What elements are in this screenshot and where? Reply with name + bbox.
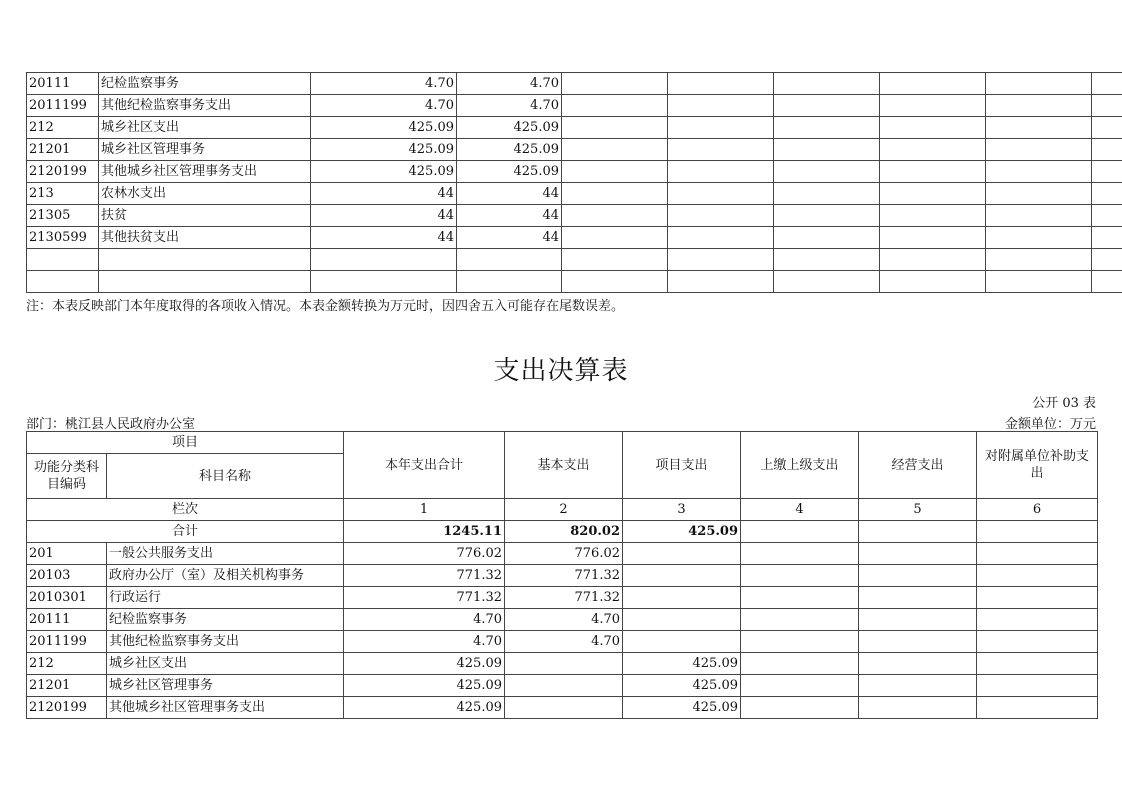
- table-cell: [1092, 73, 1122, 95]
- table-cell-v2: 44: [457, 227, 562, 249]
- table-cell: [859, 521, 977, 543]
- table-cell: [741, 543, 859, 565]
- table-cell-name: 其他纪检监察事务支出: [107, 631, 344, 653]
- table-row: [27, 675, 1098, 697]
- table-cell: [977, 631, 1098, 653]
- table-cell: [741, 587, 859, 609]
- table-cell: [741, 565, 859, 587]
- table-cell: [774, 205, 880, 227]
- table-cell-total: 4.70: [344, 631, 505, 653]
- table-cell: [668, 249, 774, 271]
- table-cell: [986, 205, 1092, 227]
- table-cell: [668, 271, 774, 293]
- table-cell: [562, 183, 668, 205]
- table-cell: [668, 227, 774, 249]
- table-cell-v1: 425.09: [311, 161, 457, 183]
- table-cell-project: [623, 587, 741, 609]
- table-cell: [1092, 249, 1122, 271]
- table-row: [27, 161, 1122, 183]
- table-cell: [774, 95, 880, 117]
- table-cell-project: [623, 543, 741, 565]
- table-cell-v2: 425.09: [457, 139, 562, 161]
- table-cell: [859, 609, 977, 631]
- table-cell-name: 其他纪检监察事务支出: [99, 95, 311, 117]
- table-row: [27, 609, 1098, 631]
- table-cell: [562, 205, 668, 227]
- table-cell-code: [27, 271, 99, 293]
- table-cell: [1092, 139, 1122, 161]
- table-cell: [859, 653, 977, 675]
- table-cell: [668, 161, 774, 183]
- table-cell-total: 425.09: [344, 675, 505, 697]
- table-cell: [562, 271, 668, 293]
- header-project: 项目支出: [623, 432, 741, 499]
- table-cell: [986, 117, 1092, 139]
- column-number: 6: [977, 499, 1098, 521]
- table-row: [27, 565, 1098, 587]
- table-cell: [986, 249, 1092, 271]
- department-label: 部门：桃江县人民政府办公室: [26, 417, 196, 432]
- table-cell-basic: 771.32: [505, 587, 623, 609]
- table-cell-project: 425.09: [623, 697, 741, 719]
- table-cell: [859, 543, 977, 565]
- column-number: 2: [505, 499, 623, 521]
- table-cell-v1: 4.70: [311, 95, 457, 117]
- table-cell-basic: 4.70: [505, 609, 623, 631]
- form-number: 公开 03 表: [1032, 396, 1096, 411]
- table-cell-total: 771.32: [344, 587, 505, 609]
- table-cell: [562, 161, 668, 183]
- table-cell-code: 20111: [27, 609, 107, 631]
- table-cell: [880, 73, 986, 95]
- table-cell: [668, 117, 774, 139]
- table-cell: [880, 139, 986, 161]
- header-total: 本年支出合计: [344, 432, 505, 499]
- table-cell-name: 一般公共服务支出: [107, 543, 344, 565]
- table-cell: [741, 631, 859, 653]
- table-cell: [741, 653, 859, 675]
- table-cell: [986, 227, 1092, 249]
- table-row: [27, 227, 1122, 249]
- table-cell-code: 20111: [27, 73, 99, 95]
- table-cell: [880, 95, 986, 117]
- amount-unit-label: 金额单位：万元: [1004, 417, 1096, 432]
- table-cell-name: 纪检监察事务: [99, 73, 311, 95]
- column-number: 5: [859, 499, 977, 521]
- table-cell: [880, 161, 986, 183]
- table-cell: [1092, 95, 1122, 117]
- table-cell: [986, 271, 1092, 293]
- table-cell-name: 其他城乡社区管理事务支出: [99, 161, 311, 183]
- table-cell-code: 20103: [27, 565, 107, 587]
- table-cell-basic: 776.02: [505, 543, 623, 565]
- header-basic: 基本支出: [505, 432, 623, 499]
- table-cell-name: 其他城乡社区管理事务支出: [107, 697, 344, 719]
- total-project: 425.09: [623, 521, 741, 543]
- column-number: 3: [623, 499, 741, 521]
- table-cell-basic: [505, 653, 623, 675]
- table-cell-code: 2120199: [27, 697, 107, 719]
- column-row-label: 栏次: [27, 499, 344, 521]
- table-row: [27, 73, 1122, 95]
- table-cell-code: 21201: [27, 139, 99, 161]
- table-cell-name: 城乡社区管理事务: [107, 675, 344, 697]
- table-cell: [977, 609, 1098, 631]
- table-cell: [774, 183, 880, 205]
- total-label: 合计: [27, 521, 344, 543]
- table-cell-name: 纪检监察事务: [107, 609, 344, 631]
- table-cell: [774, 117, 880, 139]
- table-cell-total: 776.02: [344, 543, 505, 565]
- table-cell: [668, 205, 774, 227]
- table-cell-v2: 4.70: [457, 73, 562, 95]
- table-cell: [1092, 227, 1122, 249]
- table-cell-v1: 44: [311, 205, 457, 227]
- table-row: [27, 631, 1098, 653]
- table-cell-code: 213: [27, 183, 99, 205]
- table-row: [27, 697, 1098, 719]
- table-cell: [668, 95, 774, 117]
- table-cell: [562, 95, 668, 117]
- table-cell-code: 201: [27, 543, 107, 565]
- table-cell-name: 城乡社区支出: [99, 117, 311, 139]
- total-basic: 820.02: [505, 521, 623, 543]
- table-cell: [741, 697, 859, 719]
- table-cell-basic: 4.70: [505, 631, 623, 653]
- table-cell-v1: 44: [311, 183, 457, 205]
- table-cell: [562, 73, 668, 95]
- table-cell-name: 城乡社区管理事务: [99, 139, 311, 161]
- table-cell: [977, 587, 1098, 609]
- table-cell: [562, 249, 668, 271]
- header-subsidy: 对附属单位补助支出: [977, 432, 1098, 499]
- table-cell: [880, 205, 986, 227]
- table-cell: [977, 543, 1098, 565]
- table-cell-v1: 425.09: [311, 139, 457, 161]
- column-number: 4: [741, 499, 859, 521]
- table-cell-v2: [457, 249, 562, 271]
- table-cell: [774, 249, 880, 271]
- column-number: 1: [344, 499, 505, 521]
- table-row: [27, 587, 1098, 609]
- table-cell: [741, 609, 859, 631]
- table-cell-name: 扶贫: [99, 205, 311, 227]
- table-cell-v2: 4.70: [457, 95, 562, 117]
- table-row: [27, 543, 1098, 565]
- table-cell: [1092, 117, 1122, 139]
- total-row: [27, 521, 1098, 543]
- total-amount: 1245.11: [344, 521, 505, 543]
- table-cell: [668, 139, 774, 161]
- table-cell-v1: 425.09: [311, 117, 457, 139]
- table-cell: [977, 653, 1098, 675]
- table-cell: [668, 73, 774, 95]
- table-cell-name: [99, 249, 311, 271]
- table-cell-v1: [311, 271, 457, 293]
- table-cell: [562, 117, 668, 139]
- table-cell: [986, 95, 1092, 117]
- table-cell: [774, 271, 880, 293]
- table-cell: [986, 139, 1092, 161]
- table-cell: [859, 697, 977, 719]
- header-name: 科目名称: [107, 454, 344, 499]
- table-row: [27, 205, 1122, 227]
- table-cell-code: 2130599: [27, 227, 99, 249]
- table-cell-v2: 44: [457, 205, 562, 227]
- table-cell-code: 21201: [27, 675, 107, 697]
- table-row: [27, 117, 1122, 139]
- table-cell: [859, 587, 977, 609]
- column-number-row: [27, 499, 1098, 521]
- table-cell-v1: 44: [311, 227, 457, 249]
- table-cell-name: [99, 271, 311, 293]
- table-note: 注：本表反映部门本年度取得的各项收入情况。本表金额转换为万元时，因四舍五入可能存在尾数误差。: [26, 299, 625, 314]
- table-cell: [1092, 161, 1122, 183]
- table-cell: [859, 565, 977, 587]
- table-cell-project: 425.09: [623, 653, 741, 675]
- table-cell-total: 425.09: [344, 653, 505, 675]
- table-cell: [986, 183, 1092, 205]
- table-cell-code: 212: [27, 117, 99, 139]
- table-cell: [741, 521, 859, 543]
- table-row: [27, 183, 1122, 205]
- table-cell: [880, 249, 986, 271]
- table-cell: [880, 271, 986, 293]
- table-cell: [668, 183, 774, 205]
- table-cell-code: 21305: [27, 205, 99, 227]
- table-cell-name: 行政运行: [107, 587, 344, 609]
- table-cell: [977, 565, 1098, 587]
- table-cell-code: 2010301: [27, 587, 107, 609]
- table-cell: [977, 521, 1098, 543]
- table-cell: [774, 73, 880, 95]
- table-cell-name: 政府办公厅（室）及相关机构事务: [107, 565, 344, 587]
- table-cell-total: 771.32: [344, 565, 505, 587]
- table-cell-code: 2120199: [27, 161, 99, 183]
- table-cell-v1: [311, 249, 457, 271]
- header-item: 项目: [27, 432, 344, 454]
- income-table-continuation: [26, 72, 1122, 293]
- table-row: [27, 95, 1122, 117]
- table-row: [27, 139, 1122, 161]
- table-cell: [859, 675, 977, 697]
- table-row: [27, 249, 1122, 271]
- table-cell-v2: 44: [457, 183, 562, 205]
- table-row: [27, 653, 1098, 675]
- table-cell-code: [27, 249, 99, 271]
- table-cell-name: 城乡社区支出: [107, 653, 344, 675]
- table-cell-code: 212: [27, 653, 107, 675]
- table-cell: [986, 73, 1092, 95]
- table-cell-project: [623, 565, 741, 587]
- table-cell-name: 农林水支出: [99, 183, 311, 205]
- header-code: 功能分类科目编码: [27, 454, 107, 499]
- header-row-1: [27, 432, 1098, 454]
- table-cell: [774, 161, 880, 183]
- table-cell: [562, 139, 668, 161]
- header-upper: 上缴上级支出: [741, 432, 859, 499]
- table-cell: [977, 697, 1098, 719]
- table-cell-v2: 425.09: [457, 161, 562, 183]
- table-cell-project: [623, 609, 741, 631]
- table-row: [27, 271, 1122, 293]
- table-cell: [977, 675, 1098, 697]
- table-cell: [880, 117, 986, 139]
- table-cell-total: 4.70: [344, 609, 505, 631]
- table-cell-v2: 425.09: [457, 117, 562, 139]
- table-cell-code: 2011199: [27, 95, 99, 117]
- table-cell: [741, 675, 859, 697]
- table-cell: [774, 139, 880, 161]
- table-cell-code: 2011199: [27, 631, 107, 653]
- table-cell: [1092, 183, 1122, 205]
- page-title: 支出决算表: [493, 356, 629, 386]
- table-cell-basic: [505, 675, 623, 697]
- table-cell-project: [623, 631, 741, 653]
- table-cell-basic: [505, 697, 623, 719]
- table-cell-basic: 771.32: [505, 565, 623, 587]
- table-cell: [1092, 205, 1122, 227]
- table-cell-v2: [457, 271, 562, 293]
- table-cell: [774, 227, 880, 249]
- table-cell: [880, 183, 986, 205]
- expense-table: [26, 431, 1098, 719]
- table-cell: [562, 227, 668, 249]
- table-cell: [986, 161, 1092, 183]
- table-cell: [859, 631, 977, 653]
- table-cell-name: 其他扶贫支出: [99, 227, 311, 249]
- header-business: 经营支出: [859, 432, 977, 499]
- table-cell-project: 425.09: [623, 675, 741, 697]
- table-cell-v1: 4.70: [311, 73, 457, 95]
- table-cell: [880, 227, 986, 249]
- table-cell-total: 425.09: [344, 697, 505, 719]
- table-cell: [1092, 271, 1122, 293]
